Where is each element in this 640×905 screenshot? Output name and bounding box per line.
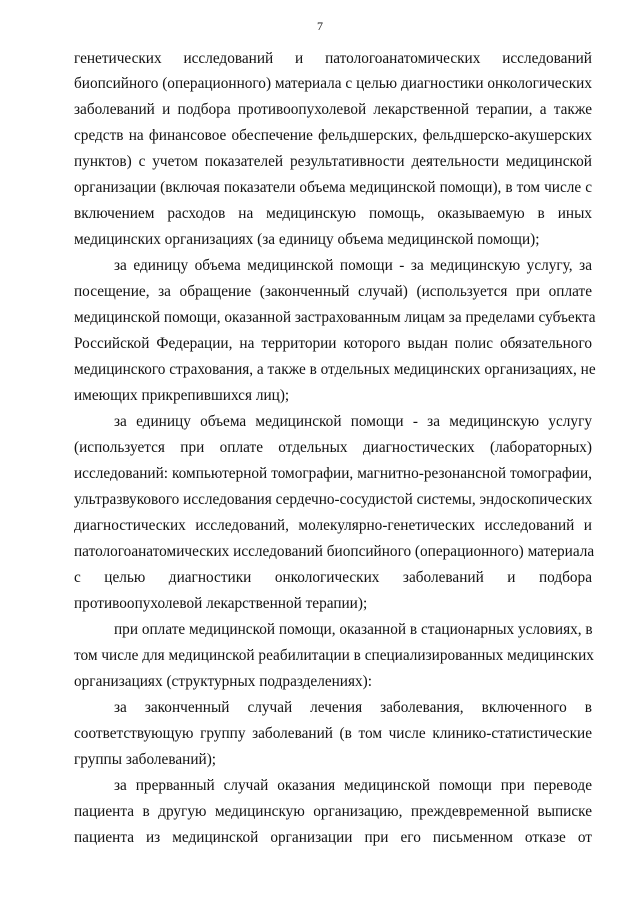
text-line: соответствующую группу заболеваний (в том числе клинико-статистические: [74, 725, 592, 742]
paragraph-first-line: за единицу объема медицинской помощи - за медицинскую услугу: [114, 413, 592, 430]
text-line: исследований: компьютерной томографии, магнитно-резонансной томографии,: [74, 465, 592, 482]
text-line: противоопухолевой лекарственной терапии);: [74, 595, 368, 612]
text-line: средств на финансовое обеспечение фельдшерских, фельдшерско-акушерских: [74, 127, 592, 144]
text-line: организациях (структурных подразделениях):: [74, 673, 373, 690]
text-line: организации (включая показатели объема медицинской помощи), в том числе с: [74, 179, 592, 196]
text-line: диагностических исследований, молекулярно-генетических исследований и: [74, 517, 592, 534]
text-line: группы заболеваний);: [74, 751, 217, 768]
text-line: биопсийного (операционного) материала с целью диагностики онкологических: [74, 75, 592, 92]
text-line: том числе для медицинской реабилитации в специализированных медицинских: [74, 647, 594, 664]
text-line: с целью диагностики онкологических заболеваний и подбора: [74, 569, 592, 586]
text-line: заболеваний и подбора противоопухолевой лекарственной терапии, а также: [74, 101, 592, 118]
text-line: (используется при оплате отдельных диагностических (лабораторных): [74, 439, 592, 456]
page-number: 7: [317, 19, 323, 33]
text-line: имеющих прикрепившихся лиц);: [74, 387, 290, 404]
text-line: посещение, за обращение (законченный случай) (используется при оплате: [74, 283, 592, 300]
text-line: включением расходов на медицинскую помощь, оказываемую в иных: [74, 205, 592, 222]
text-line: медицинской помощи, оказанной застрахованным лицам за пределами субъекта: [74, 309, 596, 326]
paragraph-first-line: за прерванный случай оказания медицинской помощи при переводе: [114, 777, 592, 794]
paragraph-first-line: за законченный случай лечения заболевания, включенного в: [114, 699, 592, 716]
text-line: медицинских организациях (за единицу объема медицинской помощи);: [74, 231, 540, 248]
text-line: ультразвукового исследования сердечно-сосудистой системы, эндоскопических: [74, 491, 593, 508]
paragraph-first-line: при оплате медицинской помощи, оказанной в стационарных условиях, в: [114, 621, 593, 638]
text-line: патологоанатомических исследований биопсийного (операционного) материала: [74, 543, 595, 560]
paragraph-first-line: за единицу объема медицинской помощи - за медицинскую услугу, за: [114, 257, 592, 274]
text-line: медицинского страхования, а также в отдельных медицинских организациях, не: [74, 361, 596, 378]
text-line: пациента в другую медицинскую организацию, преждевременной выписке: [74, 803, 592, 820]
text-line: пунктов) с учетом показателей результативности деятельности медицинской: [74, 153, 592, 170]
text-line: Российской Федерации, на территории которого выдан полис обязательного: [74, 335, 592, 352]
text-line: генетических исследований и патологоанатомических исследований: [74, 50, 592, 67]
text-line: пациента из медицинской организации при его письменном отказе от: [74, 829, 592, 846]
